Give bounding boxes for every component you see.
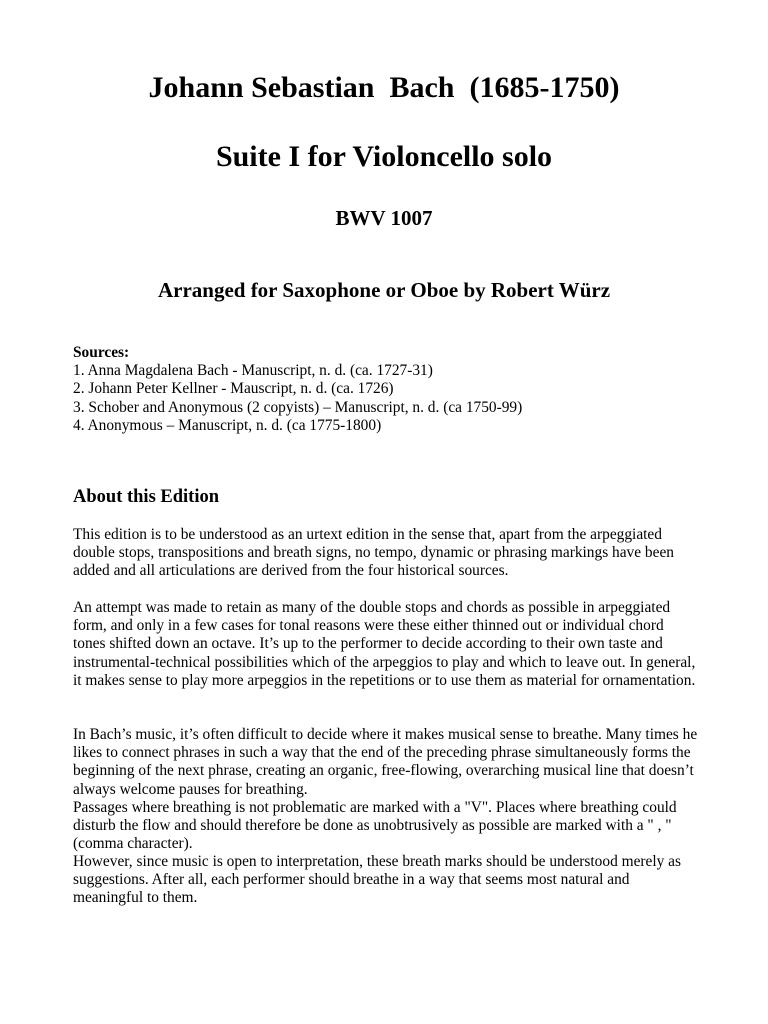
arrangement-credit: Arranged for Saxophone or Oboe by Robert Würz xyxy=(157,278,611,302)
about-edition-heading: About this Edition xyxy=(73,487,219,507)
sources-label: Sources: xyxy=(73,344,130,361)
about-paragraph: However, since music is open to interpretation, these breath marks should be understood merely as suggestions. After all, each performer should breathe in a way that seems most natural and meaningful to them. xyxy=(73,853,682,907)
work-title: Suite I for Violoncello solo xyxy=(215,140,553,173)
catalog-number: BWV 1007 xyxy=(335,206,433,230)
about-paragraph: This edition is to be understood as an urtext edition in the sense that, apart from the arpeggiated double stops, transpositions and breath signs, no tempo, dynamic or phrasing markings have been added and all articulations are derived from the four historical sources. xyxy=(73,526,674,580)
source-item: 1. Anna Magdalena Bach - Manuscript, n. d. (ca. 1727-31) xyxy=(73,362,433,380)
source-item: 4. Anonymous – Manuscript, n. d. (ca 1775-1800) xyxy=(73,416,382,434)
source-item: 3. Schober and Anonymous (2 copyists) – Manuscript, n. d. (ca 1750-99) xyxy=(73,398,523,416)
composer-title: Johann Sebastian Bach (1685-1750) xyxy=(148,71,620,104)
about-paragraph: In Bach’s music, it’s often difficult to decide where it makes musical sense to breathe. Many times he likes to connect phrases in such a way that the end of the preceding phrase simultaneously forms the beginning of the next phrase, creating an organic, free-flowing, overarching musical line that doesn’t always welcome pauses for breathing. xyxy=(73,726,698,798)
about-paragraph: Passages where breathing is not problematic are marked with a "V". Places where breathing could disturb the flow and should therefore be done as unobtrusively as possible are marked with a " , " (comma character). xyxy=(73,799,677,853)
about-paragraph: An attempt was made to retain as many of the double stops and chords as possible in arpeggiated form, and only in a few cases for tonal reasons were these either thinned out or individual chord tones shifted down an octave. It’s up to the performer to decide according to their own taste and instrumental-technical possibilities which of the arpeggios to play and which to leave out. In general, it makes sense to play more arpeggios in the repetitions or to use them as material for ornamentation. xyxy=(73,599,696,689)
sources-list xyxy=(73,344,703,435)
source-item: 2. Johann Peter Kellner - Mauscript, n. d. (ca. 1726) xyxy=(73,380,394,398)
